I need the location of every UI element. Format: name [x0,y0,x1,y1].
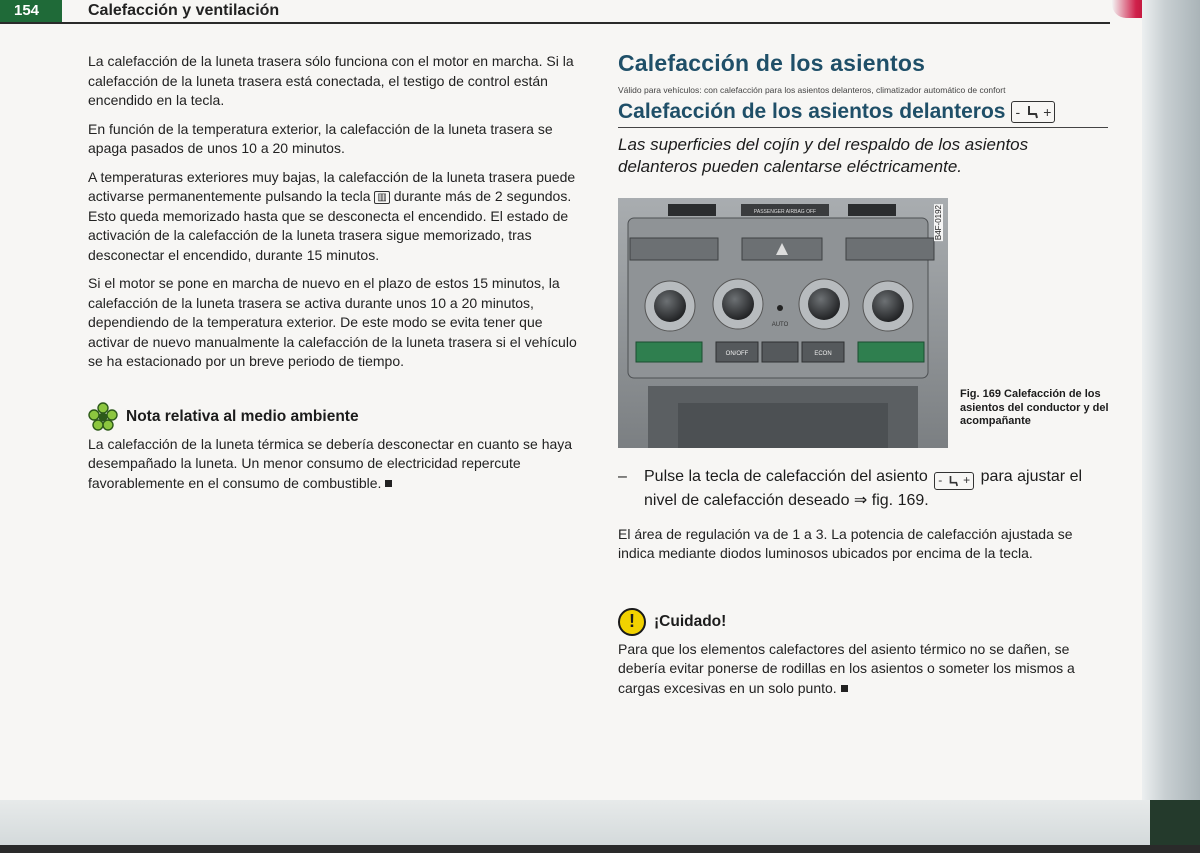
page-header [0,0,1200,24]
seat-key-plus: + [1043,104,1052,120]
instruction-step [618,466,1108,511]
caution-text [618,640,1108,699]
paragraph-2: En función de la temperatura exterior, la calefacción de la luneta trasera se apaga pasados de unos 10 a 20 minutos. [88,120,553,156]
note-text [88,435,580,494]
figure-code: B4F-0192 [934,205,943,241]
seat-key-plus-inline: + [963,473,971,487]
running-title: Calefacción y ventilación [88,2,280,19]
seat-key-minus: - [1015,104,1021,120]
section-heading: Calefacción de los asientos [618,50,926,76]
page-number: 154 [0,0,62,22]
climate-panel-illustration [618,198,948,448]
step-dash: – [618,468,627,485]
environment-note-header [88,402,580,432]
rear-defrost-key-icon: ▥ [374,191,389,204]
paragraph-3-start: A temperaturas exteriores muy bajas, la calefacción de la luneta trasera puede activarse permanentemente pulsando la tecla [88,168,576,204]
caution-header [618,608,1108,636]
step-text-end: para ajustar el nivel de calefacción deseado ⇒ fig. 169. [644,468,1083,509]
left-column [88,52,580,502]
auto-label: AUTO [771,322,789,328]
paragraph-3 [88,168,580,266]
range-paragraph: El área de regulación va de 1 a 3. La potencia de calefacción ajustada se indica mediante diodos luminosos ubicados por encima de la tecla. [618,525,1073,561]
bottom-line [0,845,1200,853]
warning-icon: ! [618,608,646,636]
seat-heating-key-inline-icon [934,472,974,490]
end-mark-right [841,685,848,692]
onoff-label: ON/OFF [725,351,749,357]
paragraph-3-end: durante más de 2 segundos. Esto queda memorizado hasta que se desconecta el encendido. El estado de activación de la calefacción de la luneta trasera sigue memorizado, tras desconectar el encendido, durante 15 minutos. [88,188,572,263]
subsection-heading: Calefacción de los asientos delanteros [618,100,1006,123]
econ-label: ECON [814,351,832,357]
seat-icon-inline [948,475,958,487]
paragraph-4: Si el motor se pone en marcha de nuevo en el plazo de estos 15 minutos, la calefacción de la luneta trasera se activa durante unos 10 a 20 minutos, dependiendo de la temperatura exterior. De este modo se evita tener que activar de nuevo manualmente la calefacción de la luneta trasera si el vehículo se ha estacionado por un breve periodo de tiempo. [88,275,577,369]
header-rule [0,22,1110,24]
figure-caption: Fig. 169 Calefacción de los asientos del conductor y del acompañante [960,388,1109,427]
climate-panel-photo [618,198,948,448]
step-text-start: Pulse la tecla de calefacción del asiento [644,468,928,485]
note-text-body: La calefacción de la luneta térmica se debería desconectar en cuanto se haya desempañado la luneta. Un menor consumo de electricidad repercute favorablemente en el consumo de combustible. [88,435,573,491]
environment-flower-icon [88,402,118,432]
seat-key-minus-inline: - [938,473,943,487]
subsection-heading-row [618,100,1108,128]
page-edge-band [1142,0,1200,853]
airbag-label: PASSENGER AIRBAG OFF [753,209,817,215]
figure-169 [618,198,1108,450]
paragraph-1: La calefacción de la luneta trasera sólo funciona con el motor en marcha. Si la calefacción de la luneta trasera está conectada, el testigo de control están encendido en la tecla. [88,53,574,108]
right-column [618,50,1108,707]
seat-icon [1026,105,1038,119]
caution-title: ¡Cuidado! [654,612,727,630]
validity-note: Válido para vehículos: con calefacción para los asientos delanteros, climatizador automático de confort [618,85,1006,95]
caution-text-body: Para que los elementos calefactores del asiento térmico no se dañen, se debería evitar ponerse de rodillas en los asientos o someter los mismos a cargas excesivas en un solo punto. [618,640,1075,696]
bottom-band [0,800,1150,845]
step-text [644,466,1108,511]
intro-text: Las superficies del cojín y del respaldo de los asientos delanteros pueden calentarse eléctricamente. [618,135,1029,176]
seat-heating-key-icon [1011,101,1055,123]
end-mark [385,480,392,487]
note-title: Nota relativa al medio ambiente [126,407,359,425]
